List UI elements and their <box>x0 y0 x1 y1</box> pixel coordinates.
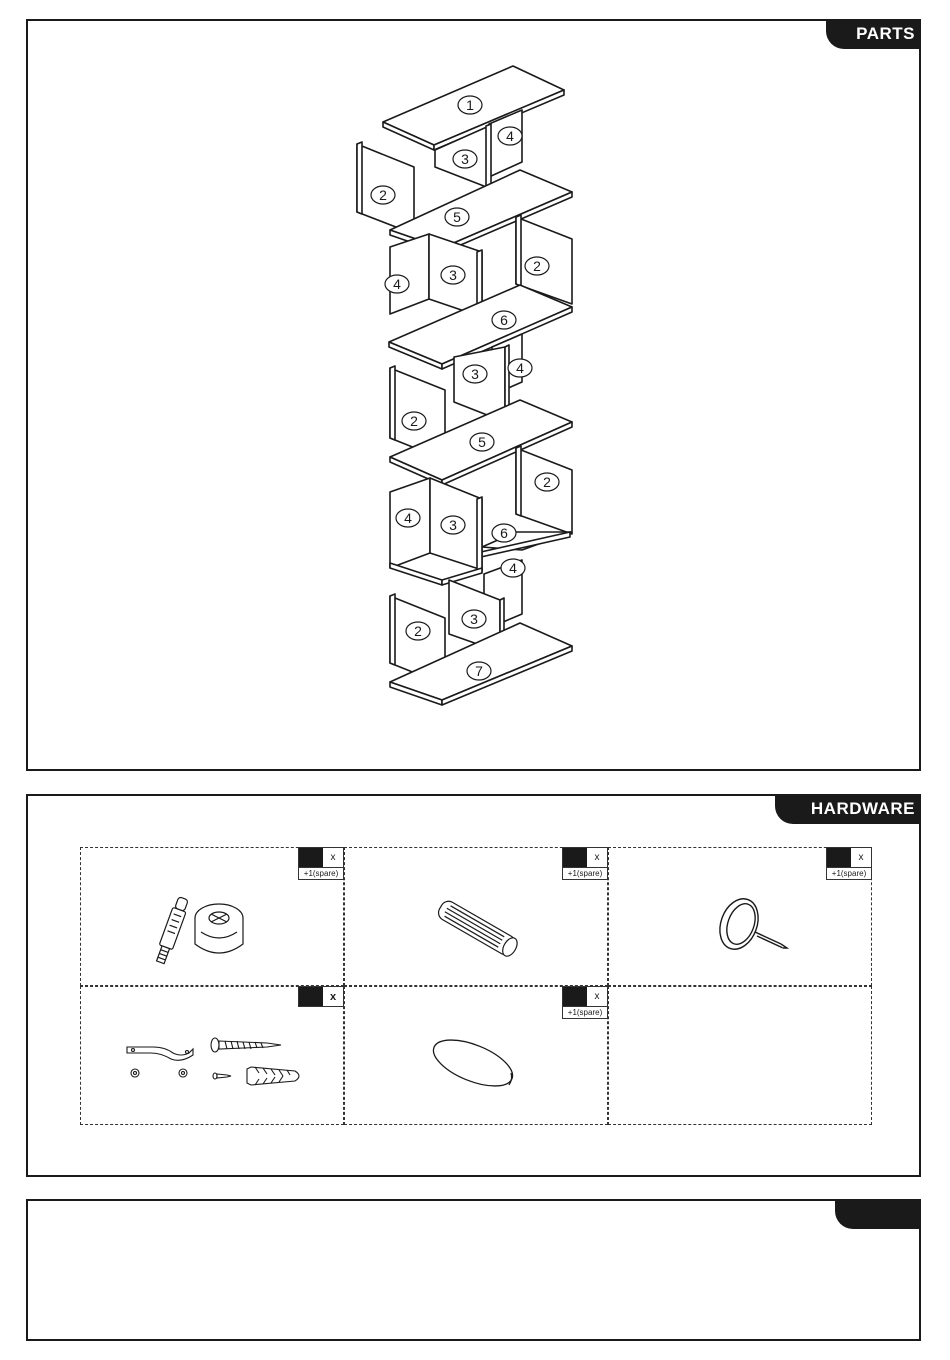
label-2: 2 <box>410 413 418 429</box>
label-circle <box>453 150 477 168</box>
label-6: 6 <box>500 525 508 541</box>
hardware-item-cam-lock <box>80 847 344 986</box>
hardware-item-nail-glide <box>608 847 872 986</box>
label-circle <box>462 610 486 628</box>
dowel-icon <box>345 848 609 987</box>
label-7: 7 <box>475 663 483 679</box>
label-1: 1 <box>466 97 474 113</box>
label-circle <box>463 365 487 383</box>
hardware-tab-label: HARDWARE <box>810 799 915 818</box>
hardware-grid <box>80 847 872 1125</box>
label-circle <box>458 96 482 114</box>
label-circle <box>501 559 525 577</box>
label-circle <box>441 516 465 534</box>
label-circle <box>385 275 409 293</box>
quantity-mark: x <box>323 987 343 1006</box>
label-4: 4 <box>404 510 412 526</box>
notes-panel <box>26 1199 921 1341</box>
hardware-item-dowel <box>344 847 608 986</box>
label-2: 2 <box>414 623 422 639</box>
label-circle <box>467 662 491 680</box>
label-circle <box>492 524 516 542</box>
label-4: 4 <box>516 360 524 376</box>
spare-note: +1(spare) <box>826 868 872 880</box>
label-4: 4 <box>393 276 401 292</box>
label-circle <box>535 473 559 491</box>
label-circle <box>492 311 516 329</box>
label-4: 4 <box>506 128 514 144</box>
panel-4-mid1 <box>390 234 429 314</box>
anchor-kit-icon <box>81 987 345 1126</box>
label-circle <box>441 266 465 284</box>
label-3: 3 <box>449 267 457 283</box>
label-4: 4 <box>509 560 517 576</box>
label-circle <box>396 509 420 527</box>
label-circle <box>445 208 469 226</box>
quantity-mark: x <box>851 848 871 867</box>
hardware-item-felt-pad <box>344 986 608 1125</box>
hardware-tab <box>775 794 921 824</box>
parts-panel <box>26 19 921 771</box>
hardware-item-empty <box>608 986 872 1125</box>
label-3: 3 <box>449 517 457 533</box>
label-5: 5 <box>478 434 486 450</box>
label-circle <box>508 359 532 377</box>
notes-tab <box>835 1199 921 1229</box>
label-circle <box>402 412 426 430</box>
hardware-panel <box>26 794 921 1177</box>
label-6: 6 <box>500 312 508 328</box>
label-3: 3 <box>461 151 469 167</box>
hardware-item-anchor-kit <box>80 986 344 1125</box>
spare-note: +1(spare) <box>298 868 344 880</box>
label-3: 3 <box>471 366 479 382</box>
label-circle <box>371 186 395 204</box>
parts-tab-label: PARTS <box>856 24 915 43</box>
quantity-mark: x <box>587 848 607 867</box>
label-3: 3 <box>470 611 478 627</box>
label-5: 5 <box>453 209 461 225</box>
quantity-mark: x <box>587 987 607 1006</box>
exploded-shelf-diagram <box>28 21 919 769</box>
cam-lock-bolt-icon <box>81 848 345 987</box>
spare-note: +1(spare) <box>562 868 608 880</box>
board-6-lower <box>472 532 572 559</box>
spare-note: +1(spare) <box>562 1007 608 1019</box>
label-2: 2 <box>379 187 387 203</box>
nail-glide-icon <box>609 848 873 987</box>
label-circle <box>525 257 549 275</box>
quantity-mark: x <box>323 848 343 867</box>
label-2: 2 <box>533 258 541 274</box>
label-circle <box>498 127 522 145</box>
label-circle <box>470 433 494 451</box>
felt-pad-icon <box>345 987 609 1126</box>
label-2: 2 <box>543 474 551 490</box>
label-circle <box>406 622 430 640</box>
